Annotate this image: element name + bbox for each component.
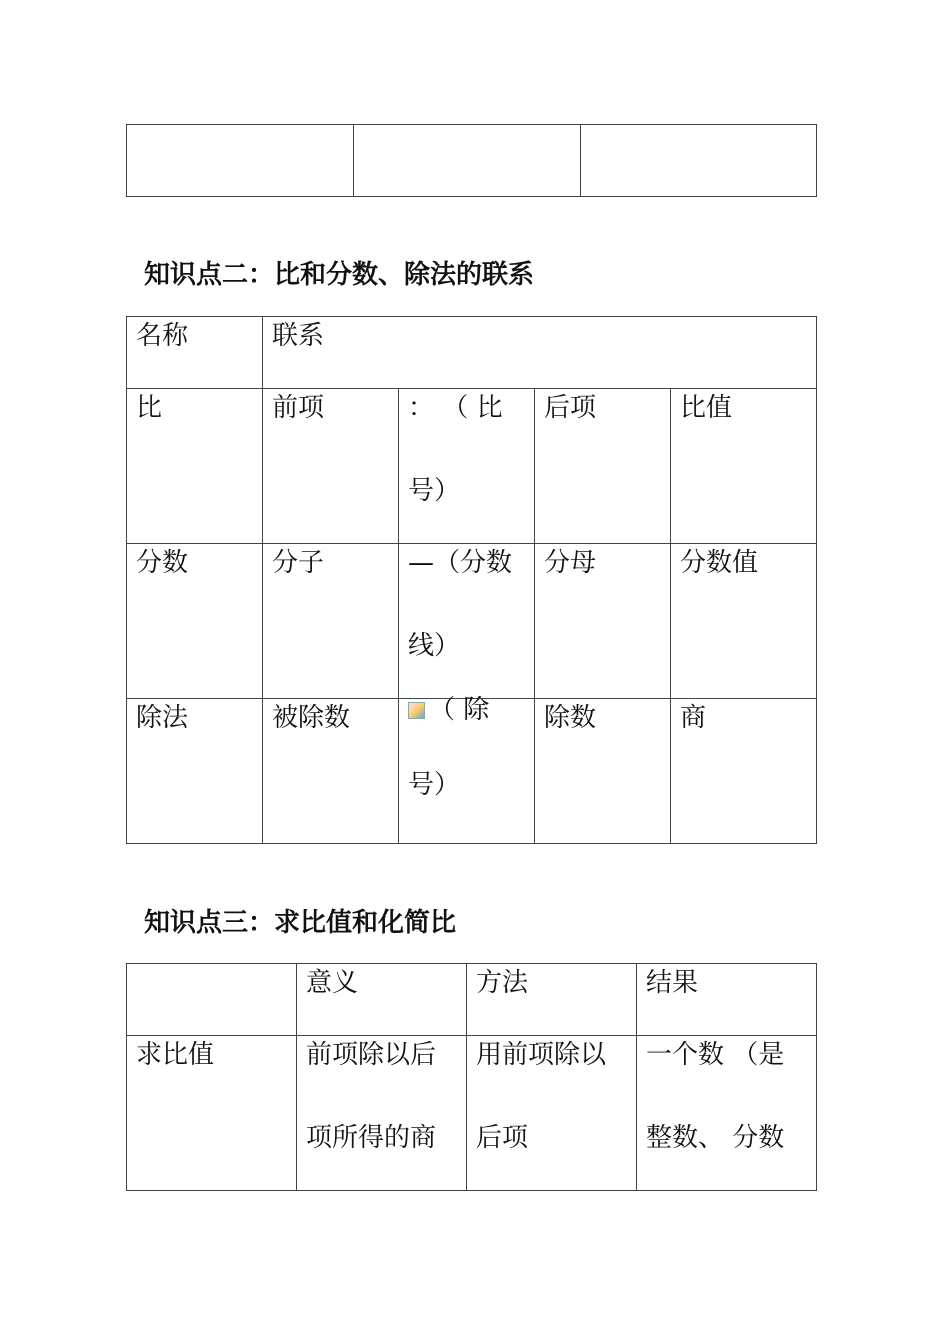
row-ratio-back: 后项: [535, 389, 671, 544]
header-name: 名称: [136, 321, 189, 351]
row-division-value: 商: [671, 699, 817, 844]
row-name: 求比值: [127, 1036, 297, 1191]
row-fraction-symbol: —（分数 线）: [399, 544, 535, 699]
row-ratio-name: 比: [127, 389, 263, 544]
row-method: 用前项除以 后项: [467, 1036, 637, 1191]
row-division-back: 除数: [535, 699, 671, 844]
broken-image-icon: [408, 702, 425, 719]
row-meaning: 前项除以后 项所得的商: [297, 1036, 467, 1191]
row-fraction-back: 分母: [535, 544, 671, 699]
section2-heading: 知识点二：比和分数、除法的联系: [144, 260, 535, 290]
header-relation: 联系: [272, 321, 325, 351]
empty-cell: [354, 125, 581, 197]
row-division-symbol: （ 除 号）: [399, 699, 535, 844]
relation-table: [126, 316, 817, 844]
row-ratio-value: 比值: [671, 389, 817, 544]
row-division-front: 被除数: [263, 699, 399, 844]
empty-cell: [127, 125, 354, 197]
header-result: 结果: [637, 964, 817, 1036]
row-ratio-front: 前项: [263, 389, 399, 544]
empty-table: [126, 124, 817, 197]
section3-heading: 知识点三：求比值和化简比: [144, 908, 457, 938]
header-meaning: 意义: [297, 964, 467, 1036]
ratio-value-table: [126, 963, 817, 1191]
ratio-colon: ：: [408, 393, 435, 423]
row-ratio-symbol: ： （ 比 号）: [399, 389, 535, 544]
header-method: 方法: [467, 964, 637, 1036]
row-fraction-value: 分数值: [671, 544, 817, 699]
row-result: 一个数 （是 整数、 分数: [637, 1036, 817, 1191]
row-division-name: 除法: [127, 699, 263, 844]
empty-cell: [581, 125, 817, 197]
row-fraction-name: 分数: [127, 544, 263, 699]
row-fraction-front: 分子: [263, 544, 399, 699]
